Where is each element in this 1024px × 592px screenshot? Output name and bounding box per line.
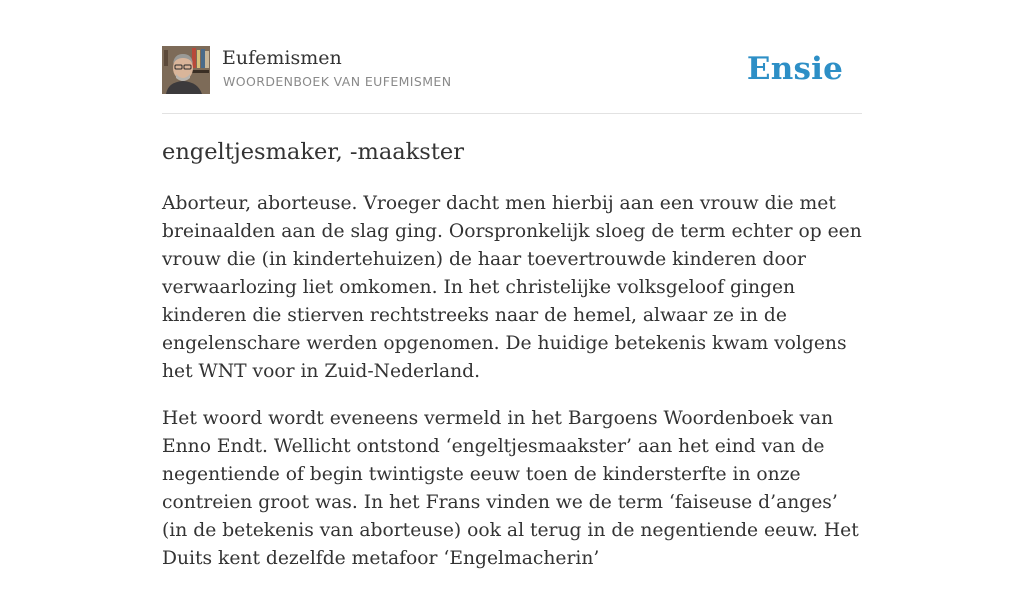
entry-paragraph: Het woord wordt eveneens vermeld in het Bargoens Woordenboek van Enno Endt. Wellicht ontstond ‘engeltjesmaakster’ aan het eind van de negentiende of begin twintigste eeuw toen de kindersterfte in onze contreien groot was. In het Frans vinden we de term ‘faiseuse d’anges’ (in de betekenis van aborteuse) ook al terug in de negentiende eeuw. Het Duits kent dezelfde metafoor ‘Engelmacherin’ (162, 408, 859, 569)
header-divider (162, 113, 862, 114)
author-subtitle[interactable]: WOORDENBOEK VAN EUFEMISMEN (223, 74, 452, 89)
entry-paragraph: Aborteur, aborteuse. Vroeger dacht men hierbij aan een vrouw die met breinaalden aan de slag ging. Oorspronkelijk sloeg de term echter op een vrouw die (in kindertehuizen) de haar toevertrouwde kinderen door verwaarlozing liet omkomen. In het christelijke volksgeloof gingen kinderen die stierven rechtstreeks naar de hemel, alwaar ze in de engelenschare werden opgenomen. De huidige betekenis kwam volgens het WNT voor in Zuid-Nederland. (162, 193, 862, 382)
entry-title: engeltjesmaker, -maakster (162, 139, 464, 165)
entry-body (162, 190, 864, 592)
author-name[interactable]: Eufemismen (222, 47, 342, 69)
avatar[interactable] (162, 46, 210, 94)
header (162, 46, 862, 96)
author-photo-icon (162, 46, 210, 94)
brand-logo[interactable]: Ensie (746, 51, 843, 87)
